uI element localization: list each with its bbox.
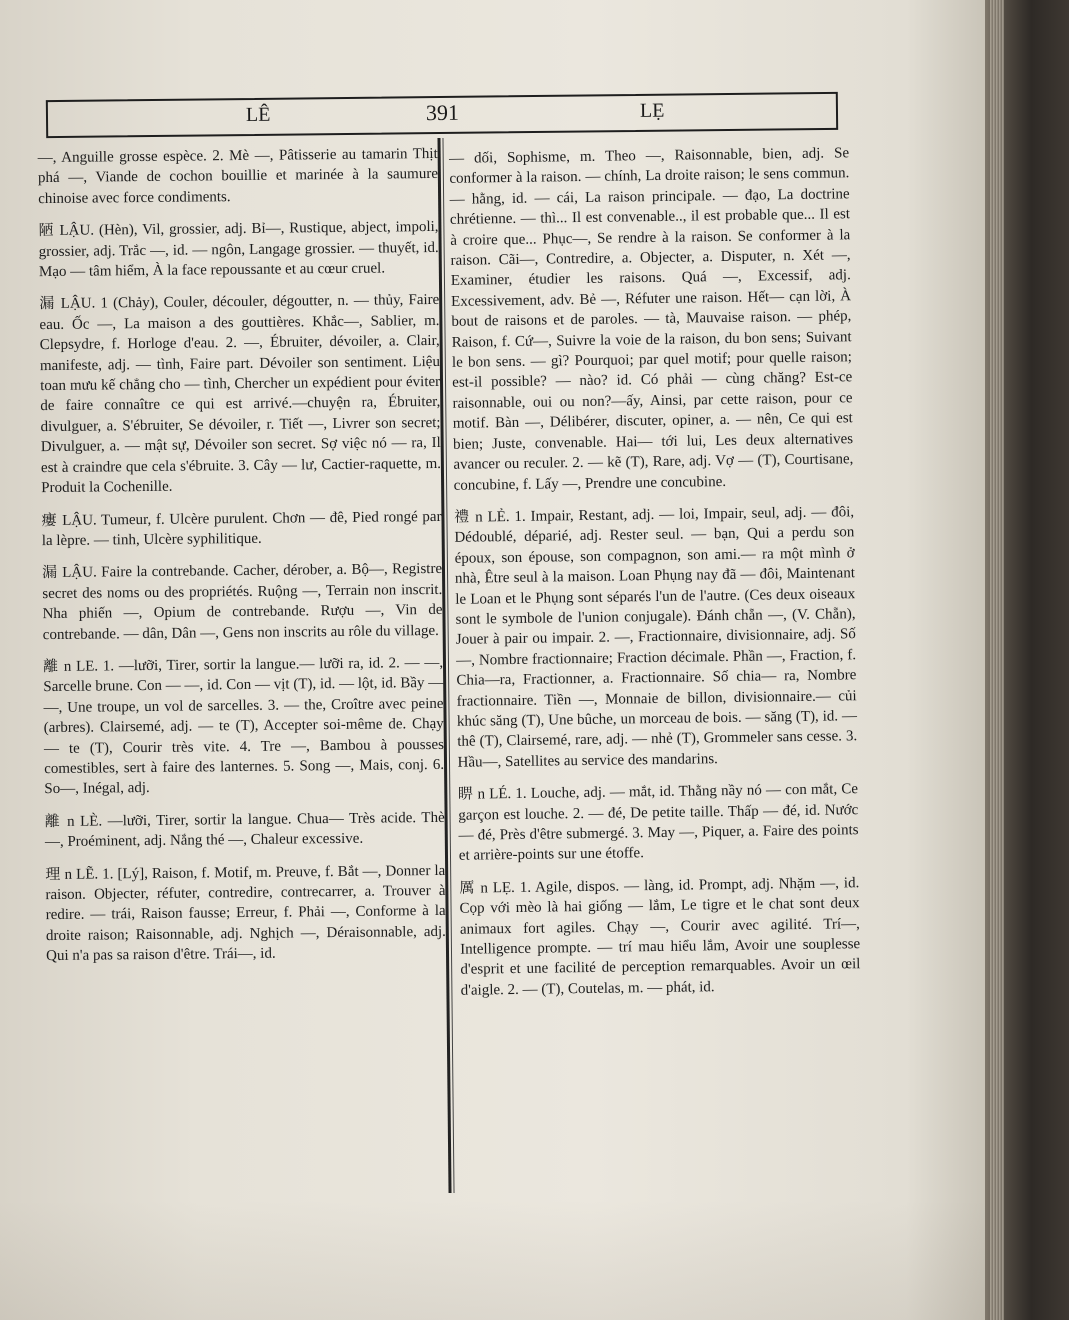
left-column	[38, 144, 447, 979]
entry	[39, 290, 441, 498]
entry-text: 陋 LẬU. (Hèn), Vil, grossier, adj. Bỉ—, Rustique, abject, impoli, grossier, adj. Trắc —, id. — ngôn, Langage grossier. — thuyết, id. Mạo — tâm hiểm, À la face repoussante et au cœur cruel.	[38, 219, 439, 281]
entry	[41, 506, 441, 551]
entry-text: 理 n LẼ. 1. [Lý], Raison, f. Motif, m. Preuve, f. Bắt —, Donner la raison. Objecter, réfuter, contredire, contrecarrer, a. Trouver à redire. — trái, Raison fausse; Erreur, f. Phải —, Conforme à la droite raison; Raisonnable, adj. Nghịch —, Déraisonnable, adj. Qui n'a pas sa raison d'être. Trái—, id.	[45, 862, 446, 965]
page-number: 391	[425, 99, 460, 126]
entry-text: —, Anguille grosse espèce. 2. Mè —, Pâtisserie au tamarin Thịt phá —, Viande de cochon bouillie et marinée à la saumure chinoise avec force condiments.	[37, 145, 439, 207]
entry	[459, 873, 861, 1001]
entry-text: 瘻 LẬU. Tumeur, f. Ulcère purulent. Chơn — đê, Pied rongé par la lèpre. — tinh, Ulcère syphilitique.	[41, 508, 442, 550]
entry	[454, 502, 858, 773]
entry	[38, 217, 439, 282]
page-shadow	[0, 1200, 985, 1320]
entry	[45, 860, 446, 966]
entry-text: 禮 n LẺ. 1. Impair, Restant, adj. — loi, Impair, seul, adj. — đôi, Dédoublé, déparié, adj. Rester seul. — bạn, Qui a perdu son époux, son épouse, son compagnon, son ami.— ra một mình ở nhà, Être seul à la maison. Loan Phụng nay đã — đôi, Maintenant le Loan et le Phụng sont séparés l'un de l'autre. (Ces deux oiseaux sont le symbole de l'union conjugale). Đánh chẵn —, (V. Chẵn), Jouer à pair ou impair. 2. —, Fractionnaire, divisionnaire, adj. Số—, Nombre fractionnaire; Fraction décimale. Phần —, Fraction, f. Chia—ra, Fractionner, a. Fractionnaire. Số chia— ra, Nombre fractionnaire. Tiền —, Monnaie de billon, divisionnaire.— củi khúc săng (T), Une bûche, un morceau de bois. — săng (T), id. — thê (T), Clairsemé, rare, adj. — nhẻ (T), Grommeler sans cesse. 3. Hầu—, Satellites au service des mandarins.	[454, 504, 858, 771]
page-edges	[990, 0, 1004, 1320]
entry	[43, 653, 444, 800]
entry-text: 漏 LẬU. 1 (Chảy), Couler, découler, dégoutter, n. — thủy, Faire eau. Ốc —, La maison a des gouttières. Khắc—, Sablier, m. Clepsydre, f. Horloge d'eau. 2. —, Ébruiter, dévoiler, a. Clair, manifeste, adj. — tình, Faire part. Dévoiler son sentiment. Liệu toan mưu kế chẳng cho — tình, Chercher un expédient pour éviter de faire connaître ce qui est arrivé.—chuyện ra, Ébruiter, divulguer, a. S'ébruiter, Se dévoiler, r. Tiết —, Livrer son secret; Divulguer, a. — mật sự, Dévoiler son secret. Sợ việc nó — ra, Il est à craindre que cela s'ébruite. 3. Cây — lư, Cactier-raquette, m. Produit la Cochenille.	[39, 292, 442, 497]
entry-text: 離 n LE. 1. —lưỡi, Tirer, sortir la langue.— lưỡi ra, id. 2. — —, Sarcelle brune. Con — —, id. Con — vịt (T), id. — lột, id. Bầy — —, Une troupe, un vol de sarcelles. 3. — the, Croître avec peine (arbres). Clairsemé, adj. — te (T), Accepter soi-même de. Chạy — te (T), Courir très vite. 4. Tre —, Bambou à pousses comestibles, sert à faire des lanternes. 5. Song —, Mais, conj. 6. So—, Inégal, adj.	[43, 654, 445, 798]
entry	[38, 144, 439, 209]
entry	[45, 808, 445, 853]
page-header	[46, 92, 838, 138]
entry	[449, 143, 854, 495]
entry-text: 漏 LẬU. Faire la contrebande. Cacher, dérober, a. Bộ—, Registre secret des noms ou des propriétés. Ruộng —, Terrain non inscrit. Nha phiến —, Opium de contrebande. Rượu —, Vin de contrebande. — dân, Dân —, Gens non inscrits au rôle du village.	[42, 561, 443, 643]
entry	[458, 779, 859, 866]
entry	[42, 559, 443, 645]
right-column	[449, 143, 861, 1013]
entry-text: 離 n LÈ. —lưỡi, Tirer, sortir la langue. Chua— Très acide. Thè —, Proéminent, adj. Nắng thé —, Chaleur excessive.	[44, 809, 445, 851]
entry-text: 睤 n LÉ. 1. Louche, adj. — mắt, id. Thằng nầy nó — con mắt, Ce garçon est louche. 2. — đé, De petite taille. Thấp — đé, id. Nước — đé, Près d'être submergé. 3. May —, Piquer, a. Faire des points et arrière-points sur une étoffe.	[457, 781, 859, 865]
header-left-word: LÊ	[245, 103, 271, 127]
entry-text: 厲 n LẸ. 1. Agile, dispos. — làng, id. Prompt, adj. Nhặm —, id. Cọp với mèo là hai giống — lắm, Le tigre et le chat sont deux animaux fort agiles. Chạy —, Courir avec agilité. Trí—, Intelligence prompte. — trí mau hiểu lắm, Avoir une souplesse d'esprit et une facilité de perception remarquables. Avoir un œil d'aigle. 2. — (T), Coutelas, m. — phát, id.	[459, 874, 861, 999]
entry-text: — dối, Sophisme, m. Theo —, Raisonnable, bien, adj. Se conformer à la raison. — chính, La droite raison; le sens commun. — hằng, id. — cái, La raison principale. — đạo, La doctrine chrétienne. — thì... Il est convenable.., il est probable que... Il est à croire que... Phục—, Se rendre à la raison. Se conformer à la raison. Cãi—, Contredire, a. Objecter, a. Disputer, n. Xét —, Examiner, étudier les raisons. Quá —, Excessif, adj. Excessivement, adv. Bẻ —, Réfuter une raison. Hết— cạn lời, À bout de raisons et de paroles. — tà, Mauvaise raison. — phép, Raison, f. Cứ—, Suivre la voie de la raison, du bon sens; Suivant le bon sens. — gì? Pourquoi; par quel motif; pour quelle raison; est-il possible? — nào? id. Có phải — cùng chăng? Est-ce raisonnable, oui ou non?—ấy, Ainsi, par cette raison, pour ce motif. Bàn —, Délibérer, discuter, opiner, a. — nên, Ce qui est bien; Juste, convenable. Hai— tới lui, Les deux alternatives avancer ou reculer. 2. — kẽ (T), Rare, adj. Vợ — (T), Courtisane, concubine, f. Lấy —, Prendre une concubine.	[449, 145, 854, 494]
header-right-word: LẸ	[639, 99, 665, 122]
